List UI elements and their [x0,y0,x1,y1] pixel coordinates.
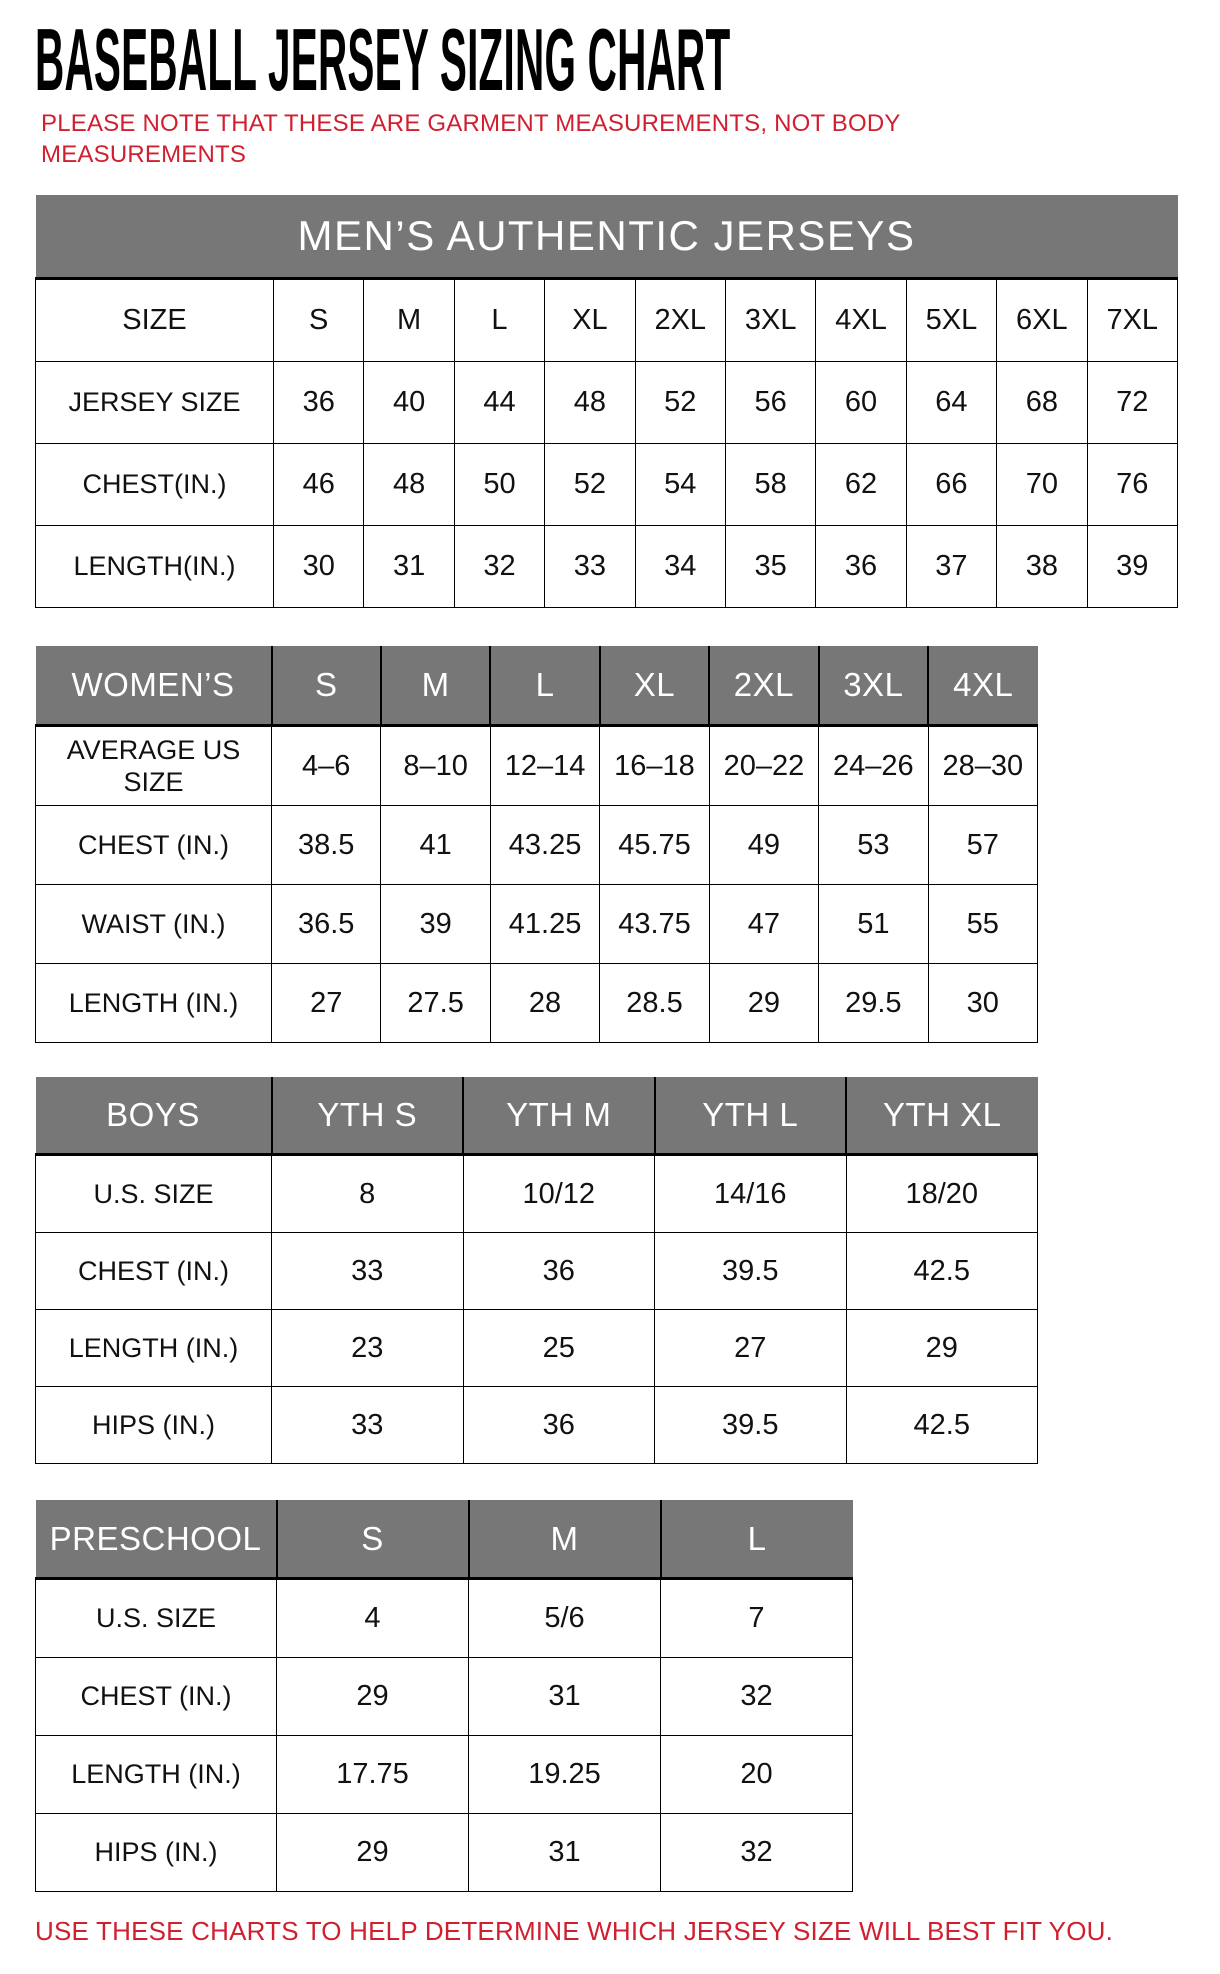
col-header-cell: XL [545,279,635,362]
table-banner-label: WOMEN’S [36,646,272,726]
table-row [36,806,1038,885]
row-label-cell: CHEST(IN.) [36,444,274,526]
value-cell: 52 [545,444,635,526]
value-cell: 32 [454,526,544,608]
row-label-cell: CHEST (IN.) [36,1233,272,1310]
col-header-cell: 6XL [997,279,1087,362]
table-row [36,444,1178,526]
table-banner-label: BOYS [36,1077,272,1155]
value-cell: 33 [272,1387,464,1464]
value-cell: 43.25 [490,806,599,885]
value-cell: 41.25 [490,885,599,964]
value-cell: 48 [545,362,635,444]
value-cell: 39 [381,885,490,964]
value-cell: 29 [709,964,818,1043]
table-banner: MEN’S AUTHENTIC JERSEYS [36,195,1178,279]
col-header-cell: M [469,1500,661,1579]
value-cell: 38.5 [272,806,381,885]
value-cell: 29 [277,1658,469,1736]
col-header-cell: S [274,279,364,362]
page-title: BASEBALL JERSEY SIZING CHART [35,10,731,109]
col-header-cell: S [272,646,381,726]
value-cell: 8 [272,1155,464,1233]
table-row [36,1736,853,1814]
table-row [36,1310,1038,1387]
value-cell: 33 [272,1233,464,1310]
row-label-cell: LENGTH (IN.) [36,964,272,1043]
mens-sizing-table [35,195,1178,608]
table-row [36,964,1038,1043]
value-cell: 64 [906,362,996,444]
row-label-cell: U.S. SIZE [36,1155,272,1233]
value-cell: 29 [846,1310,1038,1387]
value-cell: 31 [469,1814,661,1892]
value-cell: 32 [661,1814,853,1892]
value-cell: 28–30 [928,726,1037,806]
value-cell: 36 [816,526,906,608]
value-cell: 29.5 [819,964,928,1043]
row-label-cell: WAIST (IN.) [36,885,272,964]
value-cell: 24–26 [819,726,928,806]
value-cell: 51 [819,885,928,964]
value-cell: 46 [274,444,364,526]
col-header-cell: 2XL [709,646,818,726]
table-row [36,726,1038,806]
value-cell: 42.5 [846,1233,1038,1310]
banner-row [36,646,1038,726]
col-header-cell: M [381,646,490,726]
value-cell: 62 [816,444,906,526]
value-cell: 34 [635,526,725,608]
row-label-cell: CHEST (IN.) [36,806,272,885]
value-cell: 52 [635,362,725,444]
value-cell: 72 [1087,362,1177,444]
row-label-cell: U.S. SIZE [36,1579,277,1658]
row-label-cell: LENGTH (IN.) [36,1310,272,1387]
value-cell: 8–10 [381,726,490,806]
value-cell: 33 [545,526,635,608]
value-cell: 14/16 [655,1155,847,1233]
value-cell: 12–14 [490,726,599,806]
col-header-cell: YTH L [655,1077,847,1155]
value-cell: 27.5 [381,964,490,1043]
header-label-cell: SIZE [36,279,274,362]
value-cell: 10/12 [463,1155,655,1233]
value-cell: 41 [381,806,490,885]
value-cell: 20–22 [709,726,818,806]
value-cell: 31 [364,526,454,608]
value-cell: 7 [661,1579,853,1658]
value-cell: 36 [463,1387,655,1464]
value-cell: 28.5 [600,964,709,1043]
value-cell: 35 [725,526,815,608]
value-cell: 44 [454,362,544,444]
table-banner-label: PRESCHOOL [36,1500,277,1579]
value-cell: 36 [274,362,364,444]
value-cell: 45.75 [600,806,709,885]
table-row [36,1579,853,1658]
value-cell: 49 [709,806,818,885]
col-header-cell: 4XL [816,279,906,362]
value-cell: 30 [274,526,364,608]
row-label-cell: CHEST (IN.) [36,1658,277,1736]
col-header-cell: M [364,279,454,362]
value-cell: 29 [277,1814,469,1892]
value-cell: 18/20 [846,1155,1038,1233]
value-cell: 27 [655,1310,847,1387]
col-header-cell: 3XL [819,646,928,726]
value-cell: 56 [725,362,815,444]
value-cell: 57 [928,806,1037,885]
value-cell: 36 [463,1233,655,1310]
value-cell: 43.75 [600,885,709,964]
value-cell: 28 [490,964,599,1043]
row-label-cell: JERSEY SIZE [36,362,274,444]
banner-row [36,195,1178,279]
value-cell: 23 [272,1310,464,1387]
value-cell: 39 [1087,526,1177,608]
table-row [36,526,1178,608]
value-cell: 76 [1087,444,1177,526]
row-label-cell: HIPS (IN.) [36,1814,277,1892]
value-cell: 5/6 [469,1579,661,1658]
col-header-cell: YTH XL [846,1077,1038,1155]
value-cell: 54 [635,444,725,526]
col-header-cell: 2XL [635,279,725,362]
value-cell: 48 [364,444,454,526]
value-cell: 70 [997,444,1087,526]
value-cell: 60 [816,362,906,444]
value-cell: 4 [277,1579,469,1658]
table-row [36,1658,853,1736]
col-header-cell: L [454,279,544,362]
value-cell: 25 [463,1310,655,1387]
value-cell: 30 [928,964,1037,1043]
value-cell: 19.25 [469,1736,661,1814]
banner-row [36,1500,853,1579]
boys-sizing-table [35,1077,1038,1464]
preschool-sizing-table [35,1500,853,1892]
value-cell: 20 [661,1736,853,1814]
value-cell: 58 [725,444,815,526]
value-cell: 42.5 [846,1387,1038,1464]
value-cell: 53 [819,806,928,885]
row-label-cell: HIPS (IN.) [36,1387,272,1464]
value-cell: 47 [709,885,818,964]
value-cell: 40 [364,362,454,444]
table-row [36,1233,1038,1310]
col-header-cell: YTH M [463,1077,655,1155]
banner-row [36,1077,1038,1155]
value-cell: 50 [454,444,544,526]
col-header-cell: 5XL [906,279,996,362]
col-header-cell: L [661,1500,853,1579]
garment-measurements-note: PLEASE NOTE THAT THESE ARE GARMENT MEASUREMENTS, NOT BODY MEASUREMENTS [41,110,901,168]
value-cell: 39.5 [655,1233,847,1310]
footer-note: USE THESE CHARTS TO HELP DETERMINE WHICH JERSEY SIZE WILL BEST FIT YOU. [35,1916,1114,1946]
value-cell: 4–6 [272,726,381,806]
value-cell: 27 [272,964,381,1043]
value-cell: 36.5 [272,885,381,964]
value-cell: 39.5 [655,1387,847,1464]
table-row [36,1155,1038,1233]
table-row [36,362,1178,444]
col-header-cell: 7XL [1087,279,1177,362]
value-cell: 31 [469,1658,661,1736]
col-header-cell: XL [600,646,709,726]
table-row [36,1814,853,1892]
value-cell: 32 [661,1658,853,1736]
row-label-cell: LENGTH(IN.) [36,526,274,608]
value-cell: 66 [906,444,996,526]
table-row [36,885,1038,964]
col-header-cell: L [490,646,599,726]
header-row [36,279,1178,362]
value-cell: 37 [906,526,996,608]
table-row [36,1387,1038,1464]
value-cell: 38 [997,526,1087,608]
col-header-cell: YTH S [272,1077,464,1155]
row-label-cell: LENGTH (IN.) [36,1736,277,1814]
value-cell: 17.75 [277,1736,469,1814]
womens-sizing-table [35,646,1038,1043]
value-cell: 68 [997,362,1087,444]
col-header-cell: 4XL [928,646,1037,726]
col-header-cell: 3XL [725,279,815,362]
value-cell: 55 [928,885,1037,964]
value-cell: 16–18 [600,726,709,806]
col-header-cell: S [277,1500,469,1579]
row-label-cell: AVERAGE US SIZE [36,726,272,806]
